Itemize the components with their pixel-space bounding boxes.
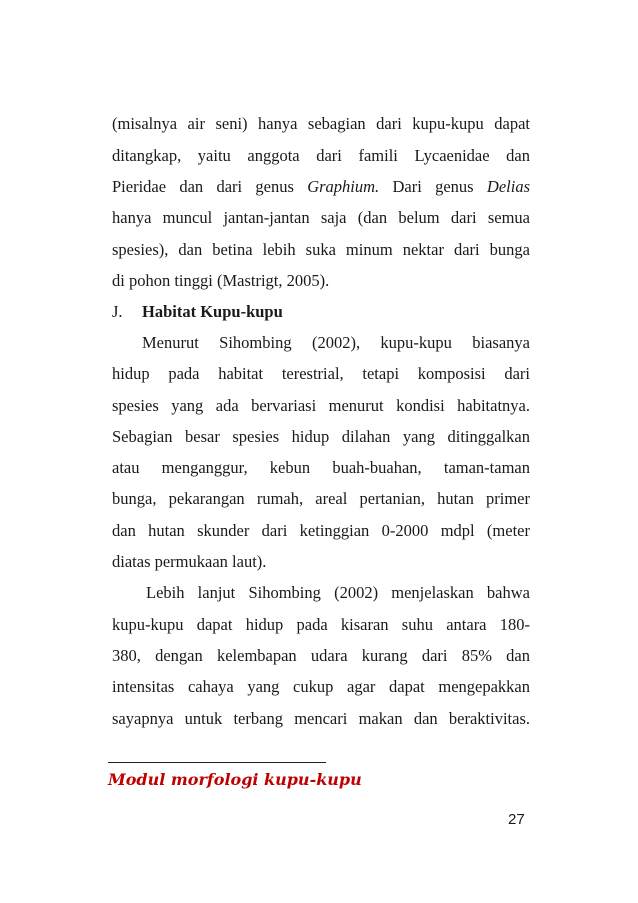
body-text-line: spesies yang ada bervariasi menurut kondisi habitatnya. xyxy=(112,396,530,415)
body-text-line: (misalnya air seni) hanya sebagian dari kupu-kupu dapat xyxy=(112,114,530,133)
body-text-line: kupu-kupu dapat hidup pada kisaran suhu antara 180- xyxy=(112,615,530,634)
body-text-line: hidup pada habitat terestrial, tetapi komposisi dari xyxy=(112,364,530,383)
footer-rule xyxy=(108,762,326,763)
body-text-line: sayapnya untuk terbang mencari makan dan beraktivitas. xyxy=(112,709,530,728)
body-text-line: hanya muncul jantan-jantan saja (dan belum dari semua xyxy=(112,208,530,227)
body-text-line: Sebagian besar spesies hidup dilahan yang ditinggalkan xyxy=(112,427,530,446)
body-text-line: dan hutan skunder dari ketinggian 0-2000 mdpl (meter xyxy=(112,521,530,540)
body-text-line: Menurut Sihombing (2002), kupu-kupu biasanya xyxy=(142,333,530,352)
page-number: 27 xyxy=(508,811,525,828)
section-title: Habitat Kupu-kupu xyxy=(142,302,283,321)
body-text-line: intensitas cahaya yang cukup agar dapat mengepakkan xyxy=(112,677,530,696)
section-heading xyxy=(112,302,283,322)
body-text-line: Lebih lanjut Sihombing (2002) menjelaskan bahwa xyxy=(146,583,530,602)
genus-name-graphium: Graphium. xyxy=(307,177,380,196)
body-text-line: atau menganggur, kebun buah-buahan, taman-taman xyxy=(112,458,530,477)
body-text-line: diatas permukaan laut). xyxy=(112,552,267,571)
body-text-line: ditangkap, yaitu anggota dari famili Lycaenidae dan xyxy=(112,146,530,165)
footer-module-title: Modul morfologi kupu-kupu xyxy=(108,770,362,789)
body-text-line: di pohon tinggi (Mastrigt, 2005). xyxy=(112,271,330,290)
body-text-line: 380, dengan kelembapan udara kurang dari 85% dan xyxy=(112,646,530,665)
section-number: J. xyxy=(112,302,123,321)
body-text-line-with-italics: Pieridae dan dari genus Graphium. Dari genus Delias xyxy=(112,177,530,196)
body-text-line: spesies), dan betina lebih suka minum nektar dari bunga xyxy=(112,240,530,259)
body-text-line: bunga, pekarangan rumah, areal pertanian, hutan primer xyxy=(112,489,530,508)
genus-name-delias: Delias xyxy=(486,177,530,196)
